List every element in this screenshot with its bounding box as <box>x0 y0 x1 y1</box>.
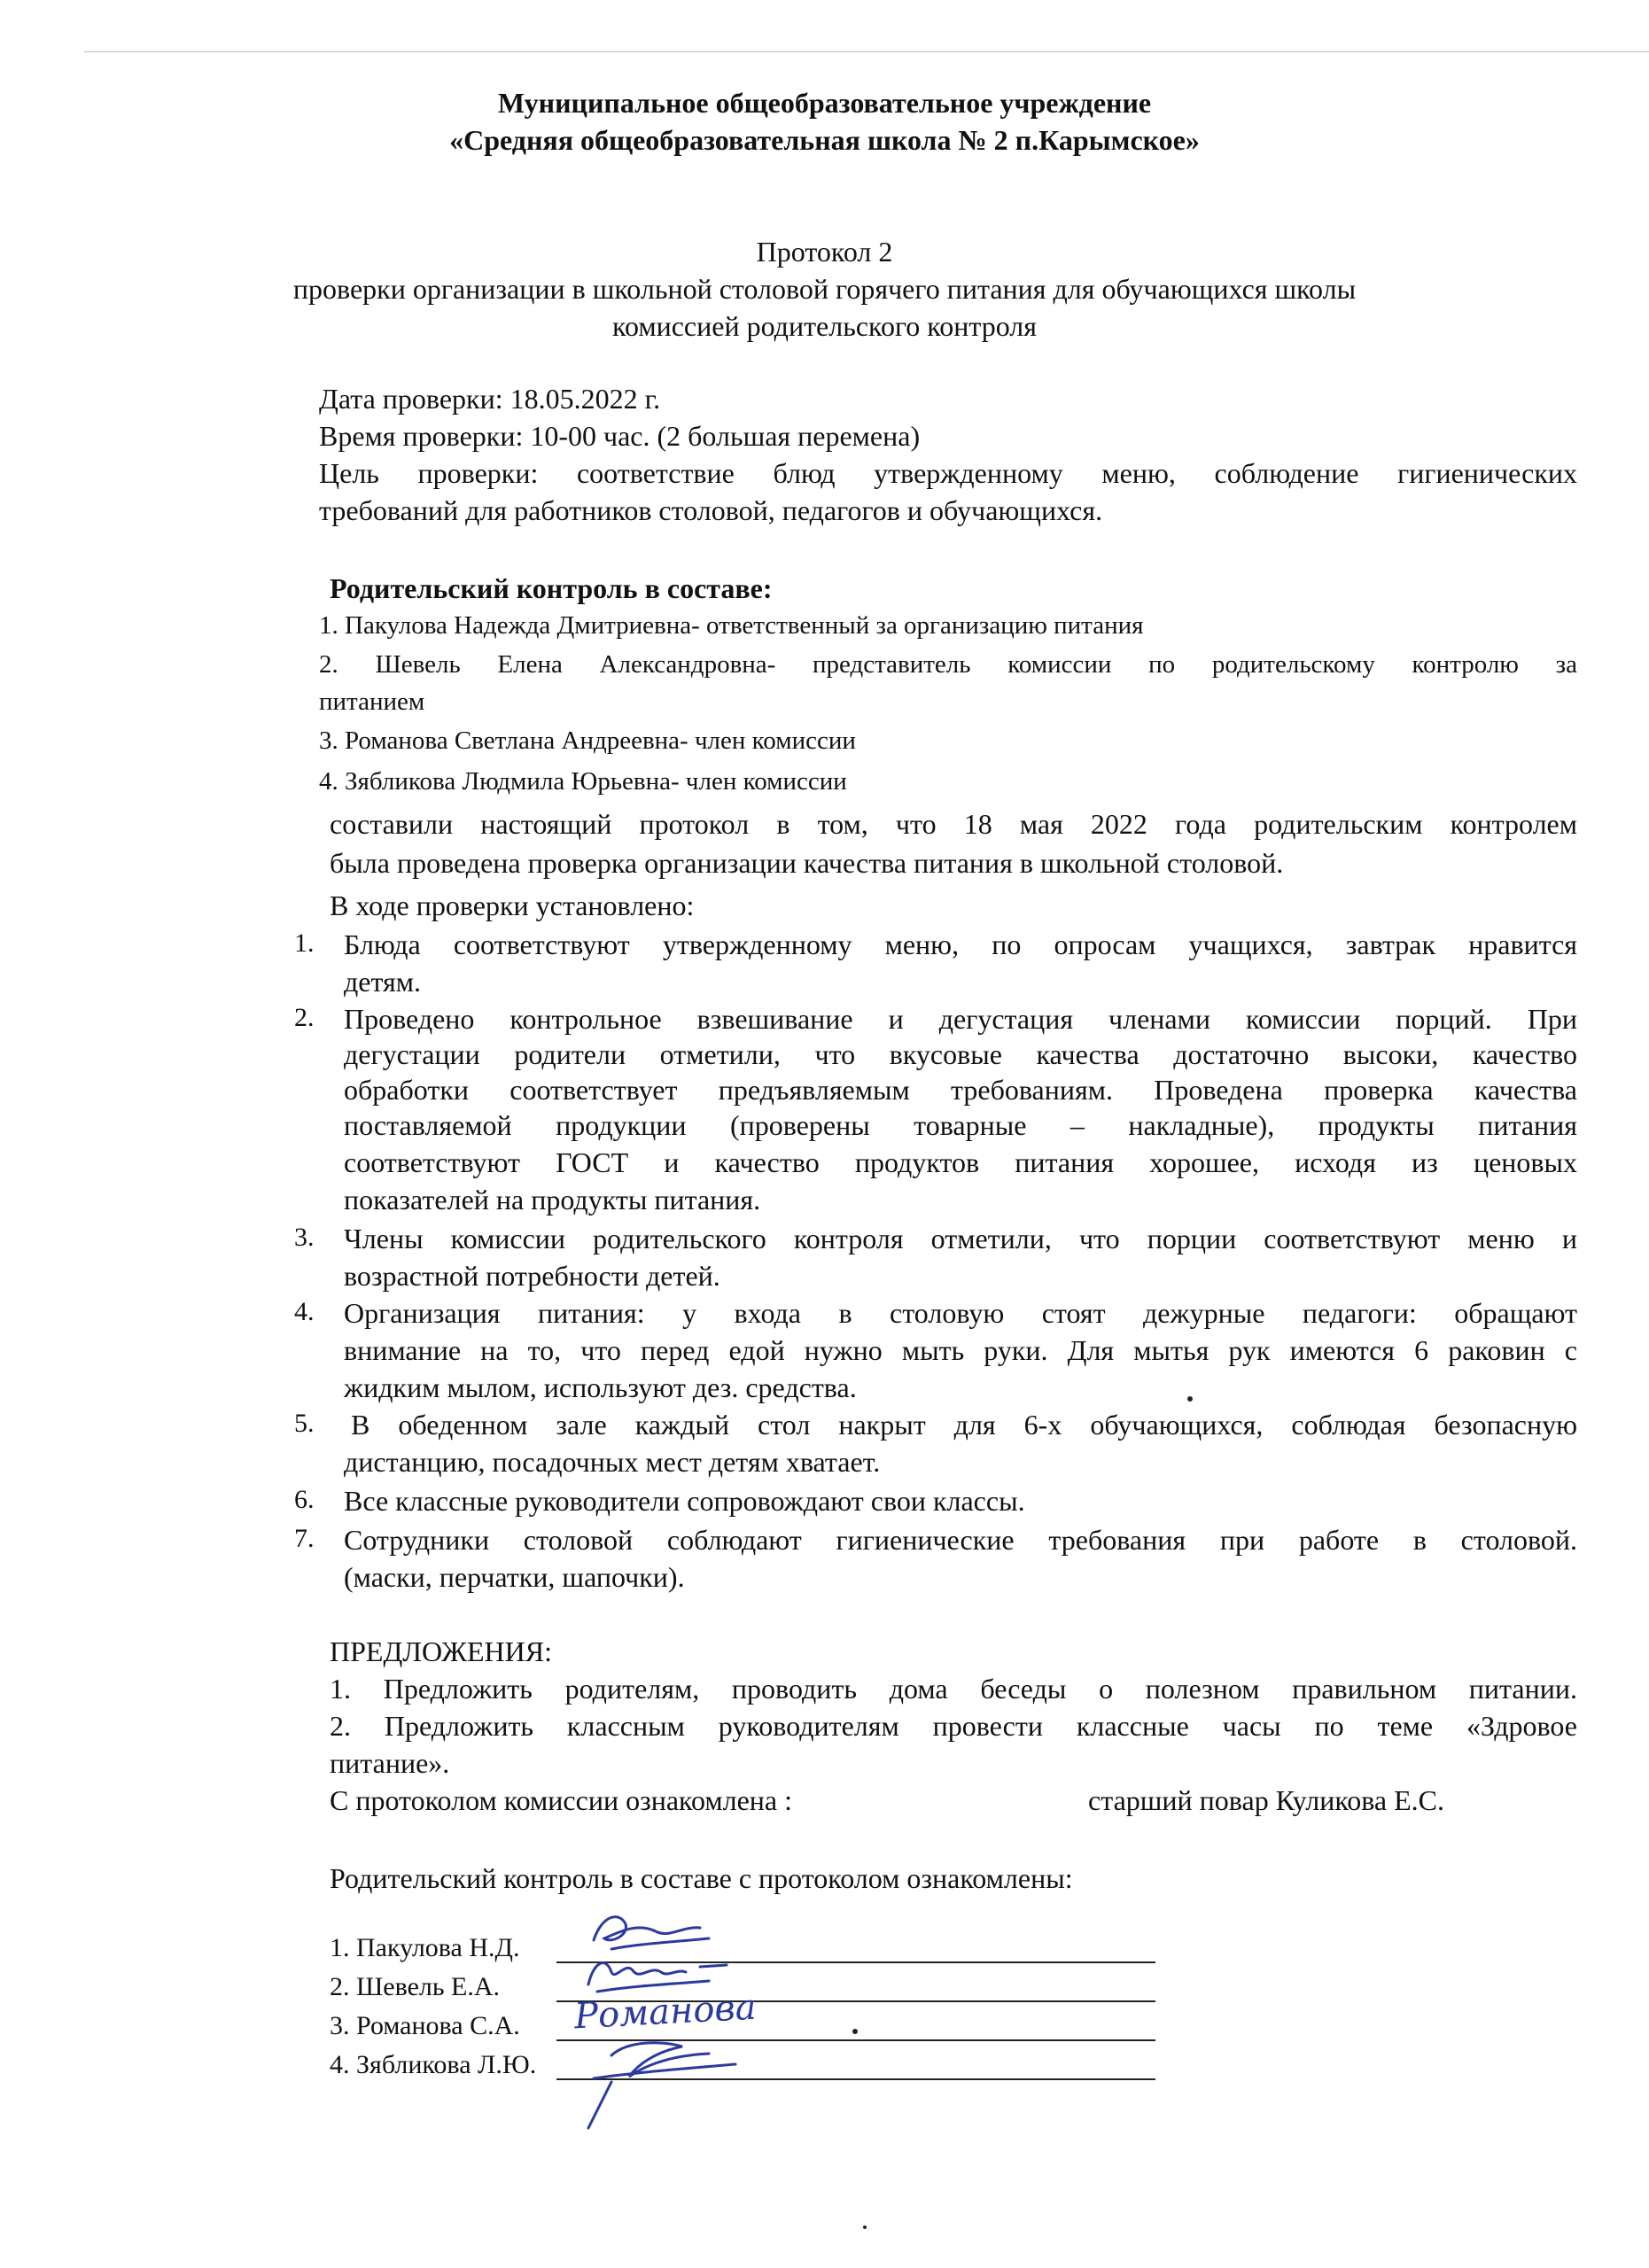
finding-2-number: 2. <box>294 1003 315 1032</box>
signatory-3: 3. Романова С.А. <box>330 2011 520 2040</box>
committee-heading: Родительский контроль в составе: <box>330 572 773 604</box>
signatory-4: 4. Зябликова Л.Ю. <box>330 2050 537 2079</box>
intro-line1: составили настоящий протокол в том, что 18 мая 2022 года родительским контролем <box>330 808 1577 840</box>
committee-member-3: 3. Романова Светлана Андреевна- член комиссии <box>319 726 856 755</box>
protocol-subtitle-line2: комиссией родительского контроля <box>612 310 1037 342</box>
finding-2-line4: поставляемой продукции (проверены товарные – накладные), продукты питания <box>344 1109 1577 1141</box>
finding-3-number: 3. <box>294 1223 315 1252</box>
proposals-heading: ПРЕДЛОЖЕНИЯ: <box>330 1635 552 1667</box>
finding-2-line3: обработки соответствует предъявляемым требованиям. Проведена проверка качества <box>344 1074 1577 1106</box>
finding-2-line6: показателей на продукты питания. <box>344 1184 761 1216</box>
finding-3-line1: Члены комиссии родительского контроля отметили, что порции соответствуют меню и <box>344 1223 1577 1254</box>
scan-speck <box>852 2029 858 2034</box>
check-goal-line1: Цель проверки: соответствие блюд утвержденному меню, соблюдение гигиенических <box>319 457 1577 489</box>
check-goal-line2: требований для работников столовой, педагогов и обучающихся. <box>319 494 1103 526</box>
scan-speck <box>1187 1396 1193 1402</box>
protocol-subtitle-line1: проверки организации в школьной столовой горячего питания для обучающихся школы <box>292 273 1357 305</box>
finding-3-line2: возрастной потребности детей. <box>344 1260 720 1292</box>
finding-5-line2: дистанцию, посадочных мест детям хватает. <box>344 1446 881 1478</box>
committee-member-2-line1: 2. Шевель Елена Александровна- представитель комиссии по родительскому контролю за <box>319 650 1577 679</box>
proposal-2-line2: питание». <box>330 1747 450 1779</box>
protocol-title: Протокол 2 <box>756 236 893 268</box>
finding-5-number: 5. <box>294 1409 315 1438</box>
committee-member-2-line2: питанием <box>319 687 425 716</box>
intro-line3: В ходе проверки установлено: <box>330 889 695 921</box>
check-time: Время проверки: 10-00 час. (2 большая перемена) <box>319 420 921 452</box>
finding-7-line1: Сотрудники столовой соблюдают гигиенические требования при работе в столовой. <box>344 1524 1577 1556</box>
signature-4 <box>576 2029 753 2135</box>
signature-3: Романова <box>572 1986 758 2038</box>
signatures-heading: Родительский контроль в составе с протоколом ознакомлены: <box>330 1862 1073 1894</box>
acknowledged-label: С протоколом комиссии ознакомлена : <box>330 1784 792 1816</box>
proposal-2-line1: 2. Предложить классным руководителям провести классные часы по теме «Здровое <box>330 1710 1577 1742</box>
intro-line2: была проведена проверка организации качества питания в школьной столовой. <box>330 847 1284 879</box>
signatory-1: 1. Пакулова Н.Д. <box>330 1933 520 1962</box>
committee-member-1: 1. Пакулова Надежда Дмитриевна- ответственный за организацию питания <box>319 611 1144 640</box>
finding-2-line2: дегустации родители отметили, что вкусовые качества достаточно высоки, качество <box>344 1038 1577 1070</box>
school-name-line1: Муниципальное общеобразовательное учреждение <box>497 87 1152 119</box>
finding-4-number: 4. <box>294 1297 315 1326</box>
signatory-2: 2. Шевель Е.А. <box>330 1972 501 2001</box>
finding-1-number: 1. <box>294 928 315 958</box>
finding-2-line1: Проведено контрольное взвешивание и дегустация членами комиссии порций. При <box>344 1003 1577 1035</box>
scan-top-line <box>84 51 1649 52</box>
finding-6-line1: Все классные руководители сопровождают свои классы. <box>344 1485 1025 1517</box>
finding-5-line1: В обеденном зале каждый стол накрыт для 6-х обучающихся, соблюдая безопасную <box>351 1409 1577 1441</box>
finding-4-line1: Организация питания: у входа в столовую стоят дежурные педагоги: обращают <box>344 1297 1577 1329</box>
finding-1-line1: Блюда соответствуют утвержденному меню, по опросам учащихся, завтрак нравится <box>344 928 1577 960</box>
finding-2-line5: соответствуют ГОСТ и качество продуктов питания хорошее, исходя из ценовых <box>344 1146 1577 1178</box>
finding-6-number: 6. <box>294 1485 315 1514</box>
scan-speck <box>863 2225 867 2229</box>
committee-member-4: 4. Зябликова Людмила Юрьевна- член комиссии <box>319 767 847 796</box>
finding-1-line2: детям. <box>344 966 422 998</box>
school-name-line2: «Средняя общеобразовательная школа № 2 п.Карымское» <box>449 124 1200 156</box>
check-date: Дата проверки: 18.05.2022 г. <box>319 383 661 415</box>
acknowledged-cook-name: старший повар Куликова Е.С. <box>1088 1784 1445 1816</box>
proposal-1: 1. Предложить родителям, проводить дома беседы о полезном правильном питании. <box>330 1673 1577 1705</box>
finding-7-number: 7. <box>294 1524 315 1553</box>
finding-7-line2: (маски, перчатки, шапочки). <box>344 1561 685 1593</box>
finding-4-line2: внимание на то, что перед едой нужно мыть руки. Для мытья рук имеются 6 раковин с <box>344 1334 1577 1366</box>
finding-4-line3: жидким мылом, используют дез. средства. <box>344 1371 857 1403</box>
